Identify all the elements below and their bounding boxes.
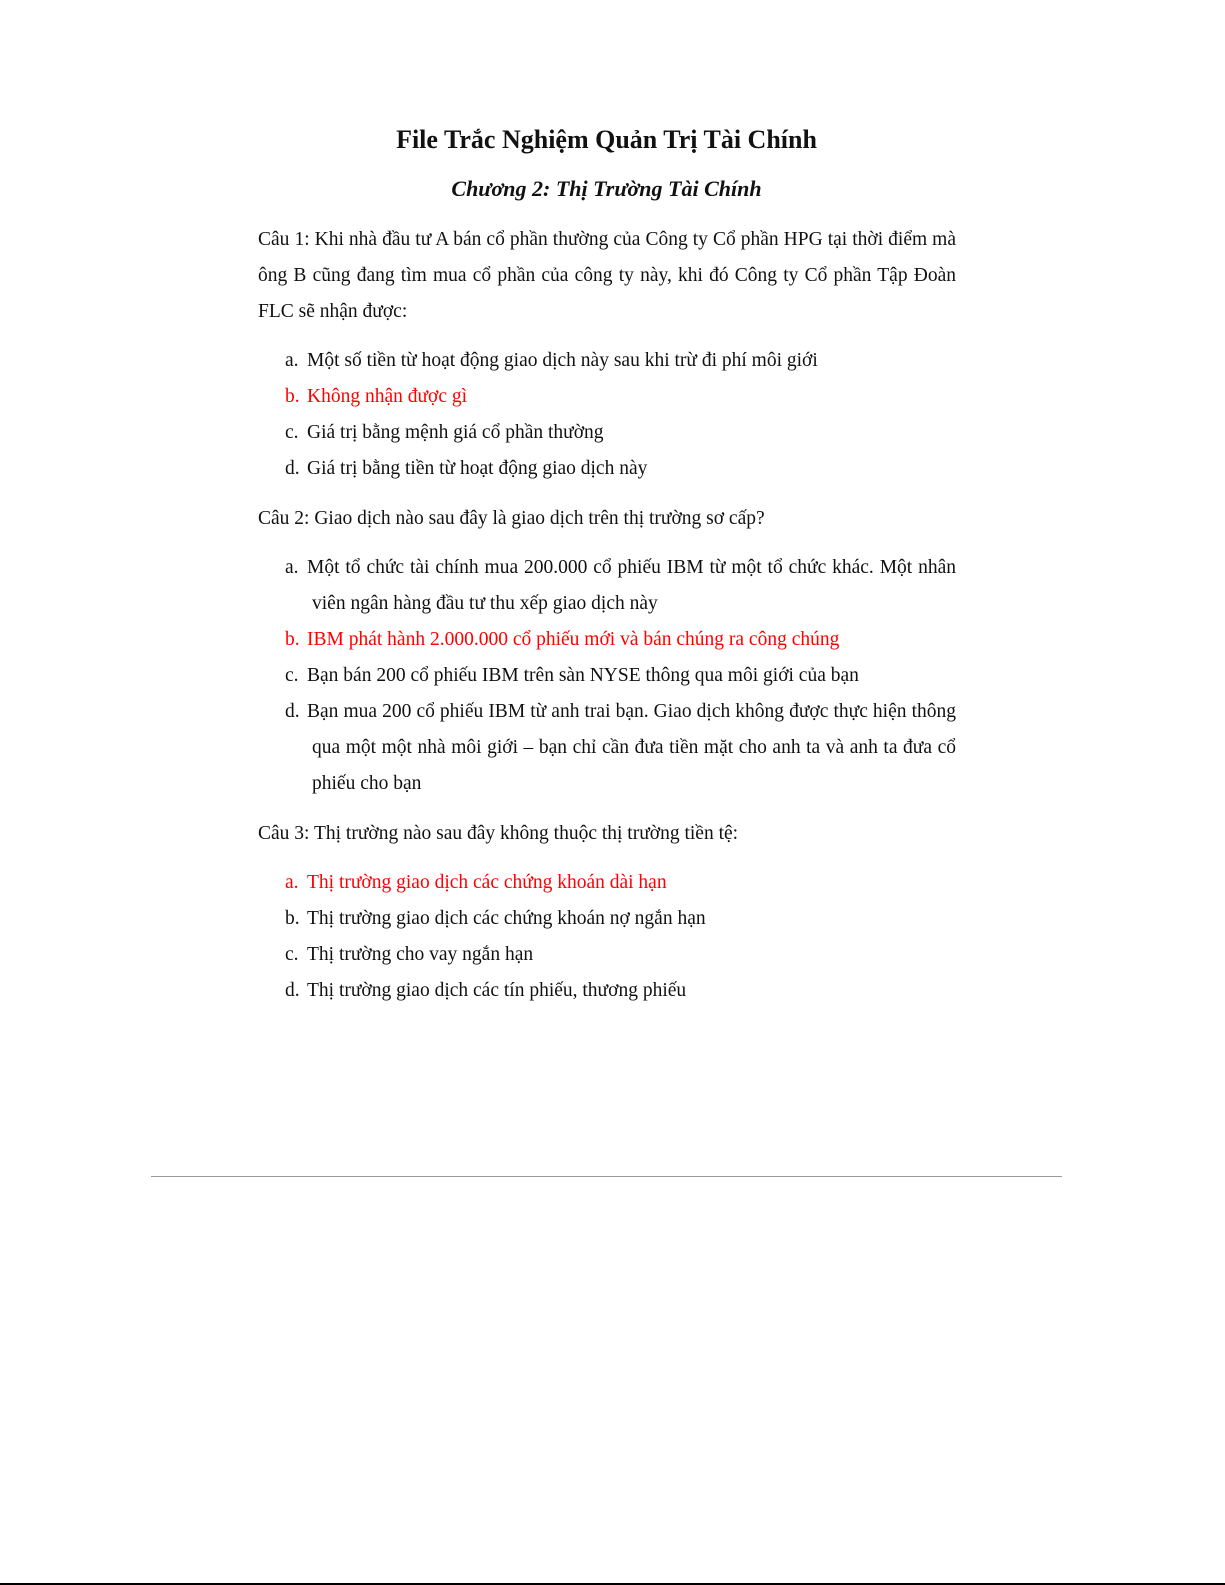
option-2c [285,658,956,694]
option-letter: b. [285,386,300,407]
option-letter: a. [285,872,299,893]
option-3c [285,937,956,973]
question-3: Câu 3: Thị trường nào sau đây không thuộc thị trường tiền tệ: [258,823,739,844]
option-text: Giá trị bằng mệnh giá cổ phần thường [307,422,604,443]
option-letter: c. [285,665,299,686]
question-2: Câu 2: Giao dịch nào sau đây là giao dịch trên thị trường sơ cấp? [258,508,765,529]
option-3b [285,901,956,937]
option-letter: a. [285,557,299,578]
option-text: Thị trường giao dịch các tín phiếu, thương phiếu [307,980,687,1001]
option-text: Thị trường cho vay ngắn hạn [307,944,534,965]
option-letter: b. [285,629,300,650]
option-1c [285,415,956,451]
option-letter: d. [285,701,300,722]
option-1a [285,343,956,379]
option-text: Thị trường giao dịch các chứng khoán dài hạn [307,872,667,893]
question-1-options [258,343,956,487]
option-text: Bạn mua 200 cổ phiếu IBM từ anh trai bạn. Giao dịch không được thực hiện thông qua một một nhà môi giới – bạn chỉ cần đưa tiền mặt cho anh ta và anh ta đưa cổ phiếu cho bạn [307,701,956,794]
option-text: Không nhận được gì [307,386,468,407]
option-text: Bạn bán 200 cổ phiếu IBM trên sàn NYSE thông qua môi giới của bạn [307,665,859,686]
chapter-subtitle: Chương 2: Thị Trường Tài Chính [451,176,762,201]
option-letter: c. [285,422,299,443]
quiz-content [258,222,956,1023]
option-2d [285,694,956,802]
option-letter: b. [285,908,300,929]
option-text: Một số tiền từ hoạt động giao dịch này sau khi trừ đi phí môi giới [307,350,818,371]
question-2-options [258,550,956,802]
option-text: Giá trị bằng tiền từ hoạt động giao dịch này [307,458,648,479]
page-divider [151,1176,1062,1177]
option-letter: a. [285,350,299,371]
question-3-options [258,865,956,1009]
option-1d [285,451,956,487]
option-1b-correct [285,379,956,415]
option-text: Một tổ chức tài chính mua 200.000 cổ phiếu IBM từ một tổ chức khác. Một nhân viên ngân hàng đầu tư thu xếp giao dịch này [307,557,956,614]
option-3d [285,973,956,1009]
option-letter: d. [285,458,300,479]
option-letter: d. [285,980,300,1001]
document-title: File Trắc Nghiệm Quản Trị Tài Chính [396,125,817,154]
option-3a-correct [285,865,956,901]
option-2b-correct [285,622,956,658]
option-2a [285,550,956,622]
question-1: Câu 1: Khi nhà đầu tư A bán cổ phần thường của Công ty Cổ phần HPG tại thời điểm mà ông B cũng đang tìm mua cổ phần của công ty này, khi đó Công ty Cổ phần Tập Đoàn FLC sẽ nhận được: [258,229,956,322]
option-text: IBM phát hành 2.000.000 cổ phiếu mới và bán chúng ra công chúng [307,629,840,650]
option-text: Thị trường giao dịch các chứng khoán nợ ngắn hạn [307,908,706,929]
option-letter: c. [285,944,299,965]
